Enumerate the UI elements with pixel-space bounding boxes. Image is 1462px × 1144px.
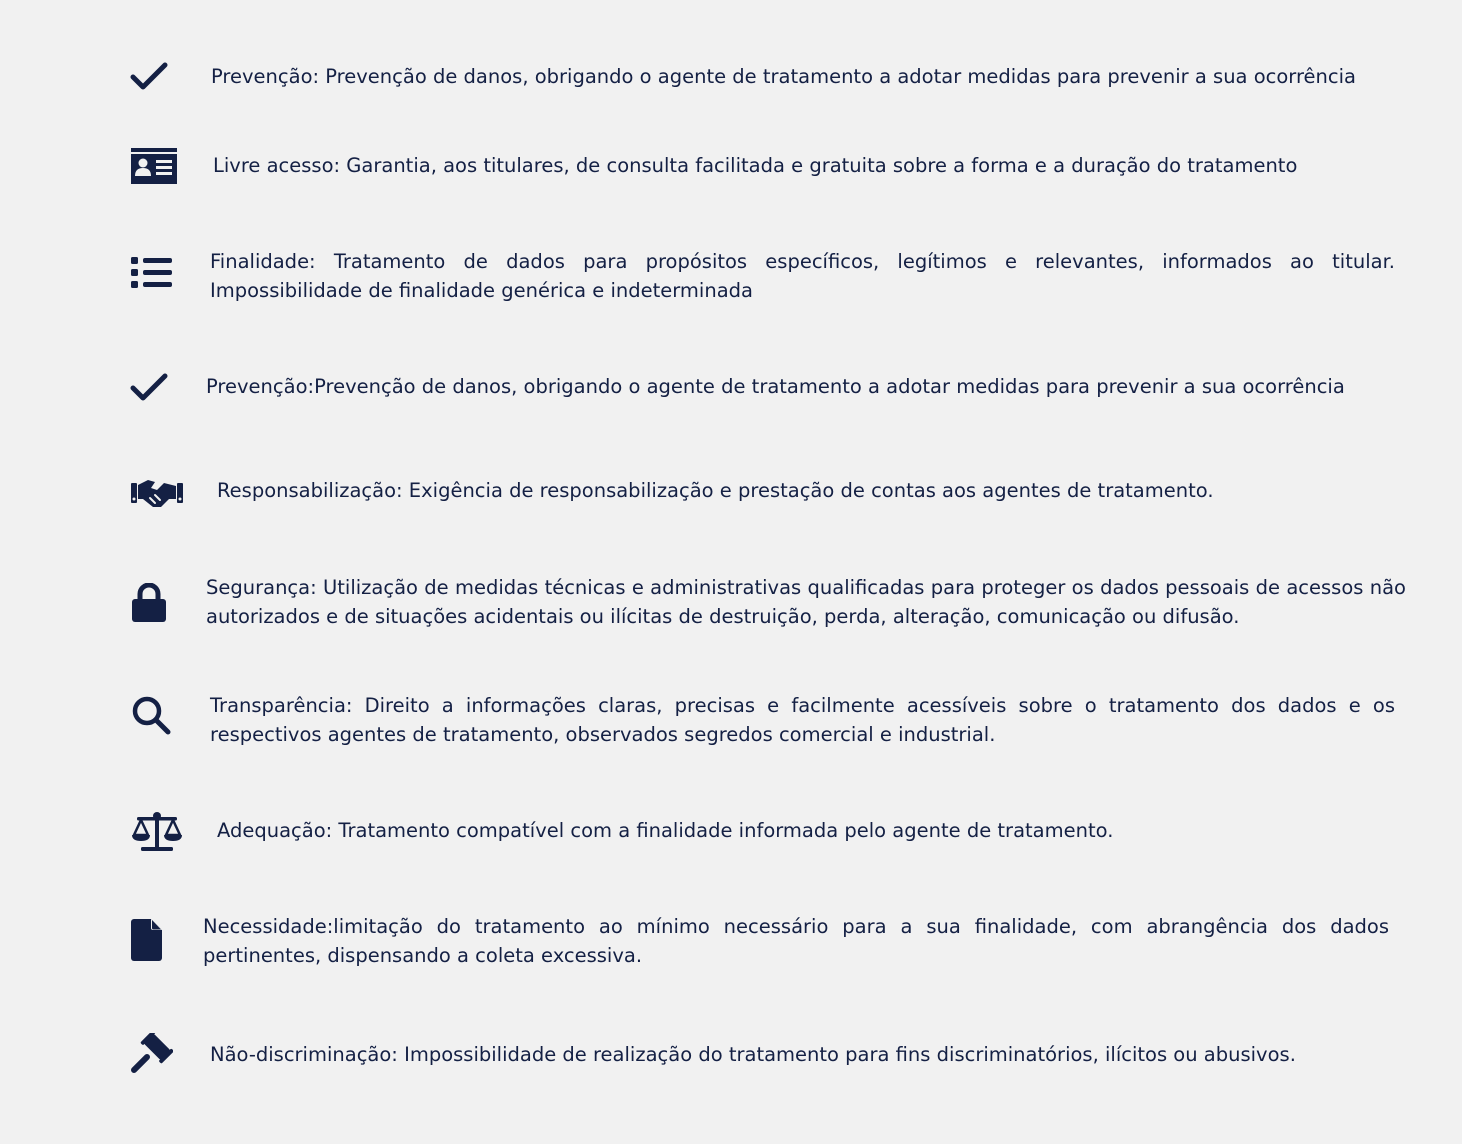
- list-icon: [131, 255, 173, 291]
- principle-text: Prevenção: Prevenção de danos, obrigando o agente de tratamento a adotar medidas para prevenir a sua ocorrência: [211, 65, 1356, 88]
- scale-icon: [131, 811, 183, 853]
- lock-icon: [131, 583, 167, 623]
- check-icon: [130, 373, 168, 403]
- principle-text: Livre acesso: Garantia, aos titulares, de consulta facilitada e gratuita sobre a forma e a duração do tratamento: [213, 154, 1298, 177]
- principle-text: Responsabilização: Exigência de responsabilização e prestação de contas aos agentes de tratamento.: [217, 479, 1214, 502]
- principle-text: Prevenção:Prevenção de danos, obrigando o agente de tratamento a adotar medidas para prevenir a sua ocorrência: [206, 375, 1345, 398]
- file-icon: [131, 919, 163, 961]
- principle-text: Segurança: Utilização de medidas técnicas e administrativas qualificadas para proteger os dados pessoais de acessos não autorizados e de situações acidentais ou ilícitas de destruição, perda, alteração, comunicação ou difusão.: [206, 576, 1406, 628]
- id-card-icon: [131, 148, 177, 184]
- gavel-icon: [131, 1033, 173, 1075]
- principle-text: Transparência: Direito a informações claras, precisas e facilmente acessíveis sobre o tratamento dos dados e os respectivos agentes de tratamento, observados segredos comercial e industrial.: [210, 694, 1395, 746]
- principle-text: Adequação: Tratamento compatível com a finalidade informada pelo agente de tratamento.: [217, 819, 1114, 842]
- principle-text: Necessidade:limitação do tratamento ao mínimo necessário para a sua finalidade, com abrangência dos dados pertinentes, dispensando a coleta excessiva.: [203, 915, 1389, 967]
- handshake-icon: [131, 477, 183, 509]
- principle-text: Finalidade: Tratamento de dados para propósitos específicos, legítimos e relevantes, informados ao titular. Impossibilidade de finalidade genérica e indeterminada: [210, 250, 1395, 302]
- search-icon: [131, 695, 171, 735]
- check-icon: [130, 62, 168, 92]
- principle-text: Não-discriminação: Impossibilidade de realização do tratamento para fins discriminatórios, ilícitos ou abusivos.: [210, 1043, 1296, 1066]
